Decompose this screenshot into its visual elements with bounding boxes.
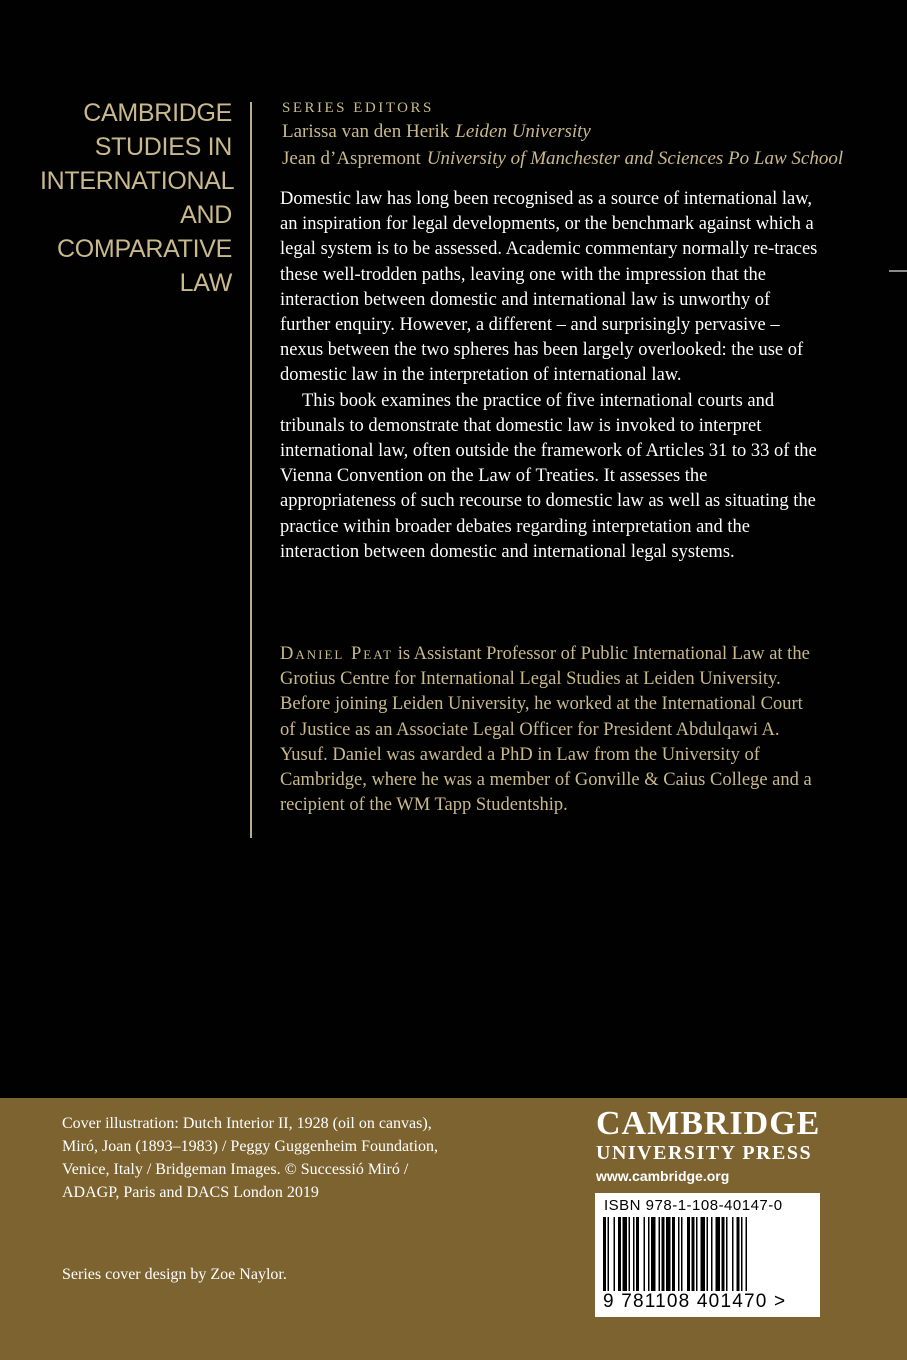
blurb-paragraph: This book examines the practice of five international courts and tribunals to demonstrate that domestic law is invoked to interpret international law, often outside the framework of Articles 31 to 33 of the Vienna Convention on the Law of Treaties. It assesses the appropriateness of such recourse to domestic law as well as situating the practice within broader debates regarding interpretation and the interaction between domestic and international legal systems.	[280, 390, 817, 562]
editors-label: SERIES EDITORS	[282, 100, 434, 116]
cover-credit: Cover illustration: Dutch Interior II, 1928 (oil on canvas), Miró, Joan (1893–1983) / Peggy Guggenheim Foundation, Venice, Italy / Bridgeman Images. © Successió Miró / ADAGP, Paris and DACS London 2019	[62, 1115, 438, 1201]
series-title-line: COMPARATIVE	[57, 235, 232, 263]
author-bio	[280, 642, 820, 818]
series-title	[40, 96, 235, 300]
publisher-name: CAMBRIDGE	[596, 1105, 821, 1142]
series-editors	[282, 98, 882, 172]
edge-tick-mark	[889, 270, 907, 272]
isbn-label: ISBN 978-1-108-40147-0	[604, 1197, 783, 1214]
book-blurb	[280, 187, 820, 565]
series-title-line: INTERNATIONAL	[40, 167, 235, 195]
series-title-line: AND	[180, 201, 232, 229]
series-title-line: LAW	[179, 269, 232, 297]
editor-row	[282, 145, 882, 172]
vertical-divider	[250, 102, 252, 838]
bio-text: is Assistant Professor of Public International Law at the Grotius Centre for International Legal Studies at Leiden University. Before joining Leiden University, he worked at the International Court of Justice as an Associate Legal Officer for President Abdulqawi A. Yusuf. Daniel was awarded a PhD in Law from the University of Cambridge, where he was a member of Gonville & Caius College and a recipient of the WM Tapp Studentship.	[280, 644, 812, 816]
series-title-line: STUDIES IN	[94, 133, 232, 161]
design-credit: Series cover design by Zoe Naylor.	[62, 1266, 287, 1283]
publisher-logo	[596, 1106, 836, 1186]
editor-row	[282, 118, 882, 145]
editor-affiliation: University of Manchester and Sciences Po Law School	[426, 148, 844, 169]
isbn-barcode	[595, 1193, 820, 1317]
publisher-url: www.cambridge.org	[596, 1168, 730, 1184]
publisher-sub: UNIVERSITY PRESS	[596, 1142, 813, 1164]
series-title-line: CAMBRIDGE	[83, 99, 232, 127]
editor-name: Larissa van den Herik	[282, 121, 450, 142]
barcode-number: 9 781108 401470 >	[603, 1291, 787, 1312]
author-name: Daniel Peat	[280, 644, 394, 664]
editor-name: Jean d’Aspremont	[282, 148, 421, 169]
blurb-paragraph: Domestic law has long been recognised as a source of international law, an inspiration for legal developments, or the benchmark against which a legal system is to be assessed. Academic commentary normally re-traces these well-trodden paths, leaving one with the impression that the interaction between domestic and international law is unworthy of further enquiry. However, a different – and surprisingly pervasive – nexus between the two spheres has been largely overlooked: the use of domestic law in the interpretation of international law.	[280, 189, 818, 386]
editor-affiliation: Leiden University	[455, 121, 591, 142]
